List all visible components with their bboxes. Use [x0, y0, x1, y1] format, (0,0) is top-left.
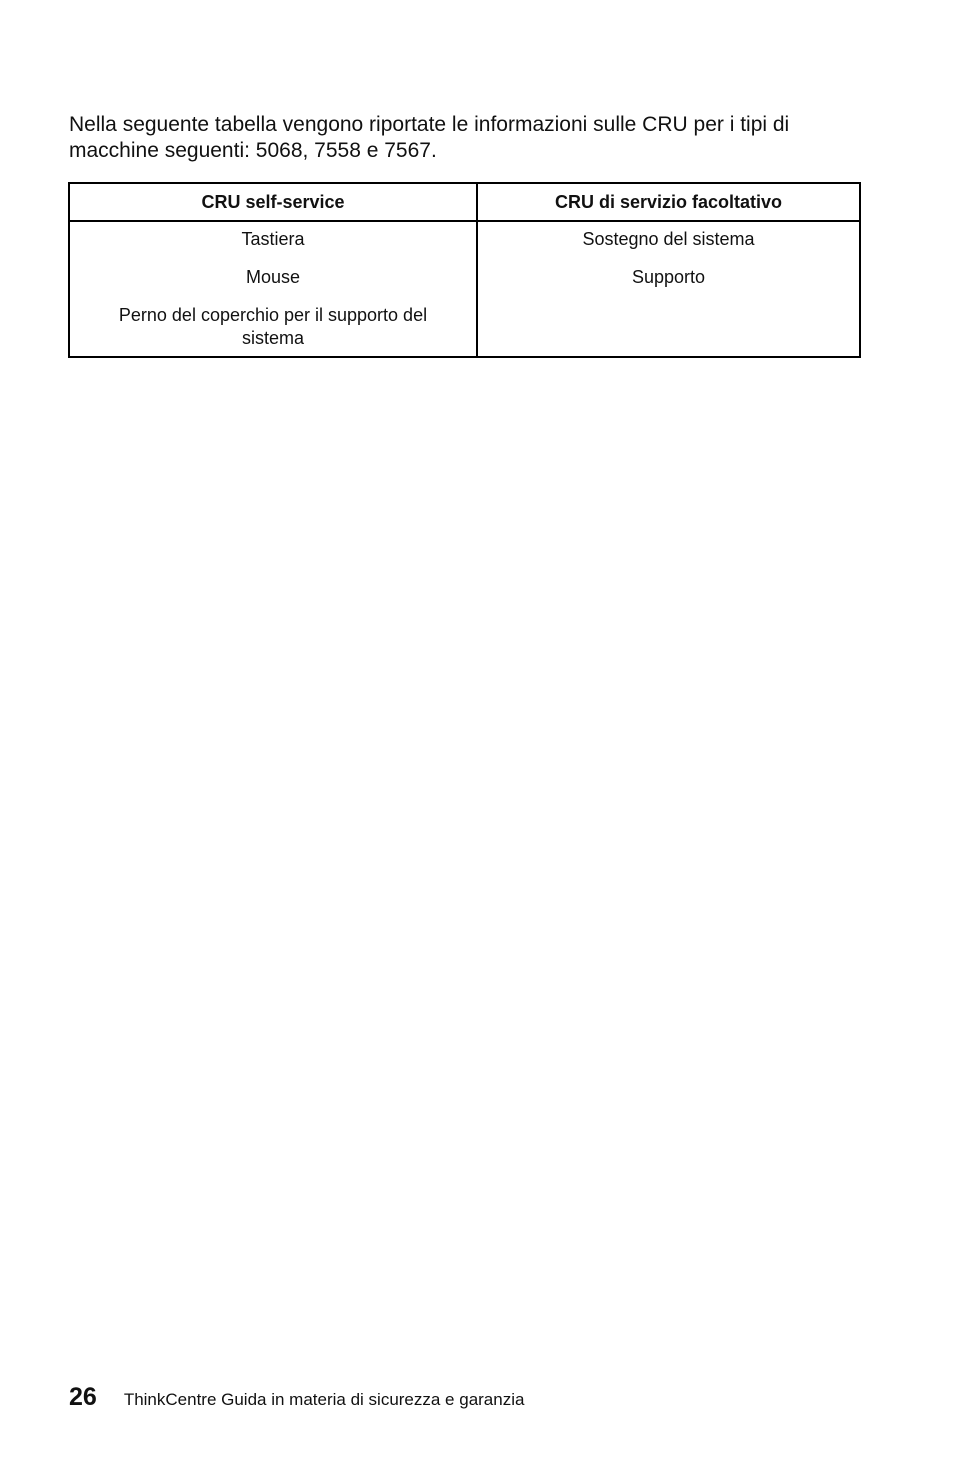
table-header-row — [69, 183, 860, 221]
document-title: ThinkCentre Guida in materia di sicurezza e garanzia — [123, 1390, 525, 1409]
cru-table — [68, 182, 861, 358]
self-service-cell — [69, 221, 477, 357]
table-row — [69, 221, 860, 357]
page-number: 26 — [69, 1383, 97, 1411]
page-footer — [69, 1383, 524, 1412]
intro-paragraph: Nella seguente tabella vengono riportate le informazioni sulle CRU per i tipi di macchine seguenti: 5068, 7558 e 7567. — [69, 113, 790, 162]
list-item: Tastiera — [241, 229, 305, 249]
header-optional-service: CRU di servizio facoltativo — [477, 183, 860, 221]
list-item: Sostegno del sistema — [582, 229, 755, 249]
list-item: Mouse — [245, 267, 301, 287]
list-item: Supporto — [631, 267, 706, 287]
list-item: Perno del coperchio per il supporto del sistema — [118, 305, 428, 348]
header-self-service: CRU self-service — [69, 183, 477, 221]
optional-service-cell — [477, 221, 860, 357]
